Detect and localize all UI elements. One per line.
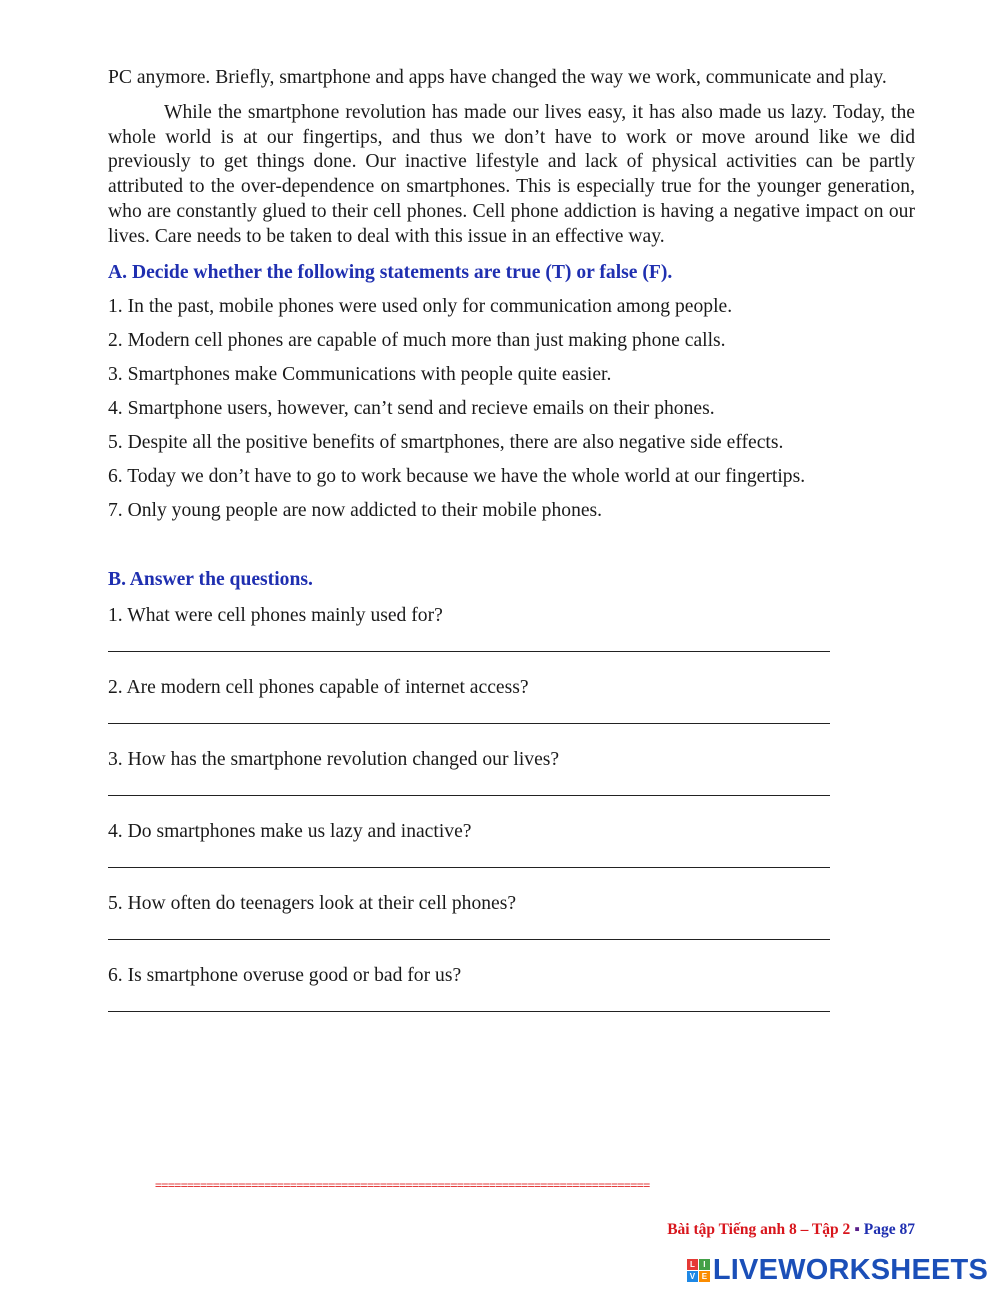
footer-divider xyxy=(155,1178,868,1192)
question-item: 4. Do smartphones make us lazy and inactive? xyxy=(108,820,472,842)
brand-name: LIVEWORKSHEETS xyxy=(712,1253,988,1286)
logo-letter: L xyxy=(687,1259,698,1270)
answer-line-2[interactable] xyxy=(108,723,830,724)
statement-item: 4. Smartphone users, however, can’t send and recieve emails on their phones. xyxy=(108,397,715,419)
statement-list xyxy=(108,295,915,523)
answer-line-4[interactable] xyxy=(108,867,830,868)
logo-letter: E xyxy=(699,1271,710,1282)
question-list xyxy=(108,604,915,1012)
footer-separator-icon: ▪ xyxy=(854,1221,860,1238)
answer-line-1[interactable] xyxy=(108,651,830,652)
section-a-heading: A. Decide whether the following statements are true (T) or false (F). xyxy=(108,261,673,283)
question-item: 1. What were cell phones mainly used for? xyxy=(108,604,443,626)
footer-book-title: Bài tập Tiếng anh 8 – Tập 2 xyxy=(667,1221,851,1238)
statement-item: 2. Modern cell phones are capable of much more than just making phone calls. xyxy=(108,329,726,351)
passage-paragraph-2: While the smartphone revolution has made our lives easy, it has also made us lazy. Today, the whole world is at our fingertips, and thus we don’t have to work or move around like we did previously to get things done. Our inactive lifestyle and lack of physical activities can be partly attributed to the over-dependence on smartphones. This is especially true for the younger generation, who are constantly glued to their cell phones. Cell phone addiction is having a negative impact on our lives. Care needs to be taken to deal with this issue in an effective way. xyxy=(108,101,915,247)
question-item: 6. Is smartphone overuse good or bad for us? xyxy=(108,964,462,986)
statement-item: 7. Only young people are now addicted to their mobile phones. xyxy=(108,499,603,521)
liveworksheets-brand[interactable] xyxy=(687,1253,988,1287)
answer-line-3[interactable] xyxy=(108,795,830,796)
statement-item: 5. Despite all the positive benefits of smartphones, there are also negative side effects. xyxy=(108,431,784,453)
worksheet-page xyxy=(108,66,915,1036)
question-item: 3. How has the smartphone revolution changed our lives? xyxy=(108,748,560,770)
logo-letter: V xyxy=(687,1271,698,1282)
footer-page-number: Page 87 xyxy=(863,1221,915,1238)
question-item: 2. Are modern cell phones capable of internet access? xyxy=(108,676,529,698)
statement-item: 6. Today we don’t have to go to work because we have the whole world at our fingertips. xyxy=(108,465,806,487)
passage-paragraph-1: PC anymore. Briefly, smartphone and apps have changed the way we work, communicate and play. xyxy=(108,67,887,88)
section-b-heading: B. Answer the questions. xyxy=(108,568,313,590)
statement-item: 3. Smartphones make Communications with people quite easier. xyxy=(108,363,612,385)
divider-equals: ============================================================================= xyxy=(155,1178,650,1192)
logo-letter: I xyxy=(699,1259,710,1270)
answer-line-6[interactable] xyxy=(108,1011,830,1012)
liveworksheets-logo-icon xyxy=(687,1259,710,1282)
answer-line-5[interactable] xyxy=(108,939,830,940)
question-item: 5. How often do teenagers look at their cell phones? xyxy=(108,892,517,914)
page-footer xyxy=(667,1221,915,1239)
statement-item: 1. In the past, mobile phones were used only for communication among people. xyxy=(108,295,733,317)
